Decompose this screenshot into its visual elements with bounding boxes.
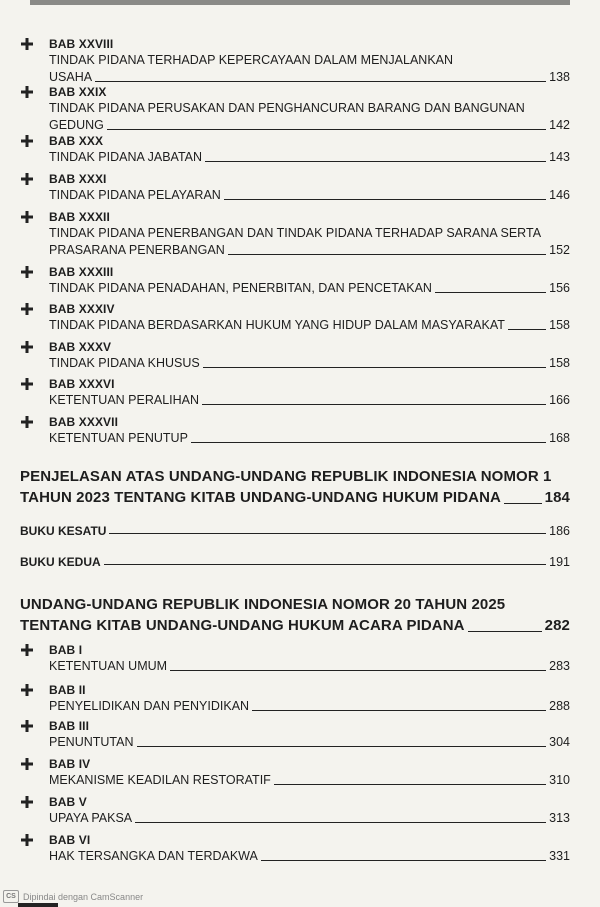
toc-entry <box>20 414 570 447</box>
bab-number: BAB II <box>49 683 86 697</box>
book-entry-kesatu <box>20 524 570 538</box>
cross-bullet-icon <box>20 719 34 733</box>
toc-entry <box>20 171 570 204</box>
cross-bullet-icon <box>20 134 34 148</box>
page-number: 331 <box>549 849 570 863</box>
chapter-title-text: GEDUNG <box>49 118 104 132</box>
toc-entry <box>20 642 570 675</box>
cross-bullet-icon <box>20 37 34 51</box>
chapter-title-line <box>49 658 570 675</box>
toc-entry <box>20 832 570 865</box>
bab-number: BAB XXXVII <box>49 415 119 429</box>
bab-number: BAB XXXV <box>49 340 112 354</box>
chapter-title-line <box>49 772 570 789</box>
chapter-title-text: TINDAK PIDANA PELAYARAN <box>49 188 221 202</box>
cross-bullet-icon <box>20 210 34 224</box>
camscanner-logo: CS <box>3 890 19 903</box>
bab-number: BAB XXXI <box>49 172 107 186</box>
leader-line <box>95 81 546 82</box>
page-number: 143 <box>549 150 570 164</box>
leader-line <box>137 746 547 747</box>
chapter-title-text: TINDAK PIDANA KHUSUS <box>49 356 200 370</box>
bab-header <box>20 414 570 430</box>
leader-line <box>504 503 542 504</box>
chapter-title-line <box>49 355 570 372</box>
chapter-title-line <box>49 149 570 166</box>
page-number: 288 <box>549 699 570 713</box>
bab-number: BAB I <box>49 643 83 657</box>
chapter-title-text: PENUNTUTAN <box>49 735 134 749</box>
page-number: 146 <box>549 188 570 202</box>
chapter-title-text: PRASARANA PENERBANGAN <box>49 243 225 257</box>
chapter-title-text: TINDAK PIDANA PENADAHAN, PENERBITAN, DAN PENCETAKAN <box>49 281 432 295</box>
footer-bar <box>18 903 58 907</box>
chapter-title-line <box>49 52 570 69</box>
cross-bullet-icon <box>20 683 34 697</box>
penjelasan-heading <box>20 466 570 508</box>
uu-heading <box>20 594 570 636</box>
chapter-title-text: UPAYA PAKSA <box>49 811 133 825</box>
page-number: 166 <box>549 393 570 407</box>
toc-entry <box>20 794 570 827</box>
top-edge-line <box>30 0 570 5</box>
uu-line-1: UNDANG-UNDANG REPUBLIK INDONESIA NOMOR 20 TAHUN 2025 <box>20 596 506 613</box>
toc-entry <box>20 339 570 372</box>
cross-bullet-icon <box>20 265 34 279</box>
cross-bullet-icon <box>20 795 34 809</box>
bab-header <box>20 756 570 772</box>
scanner-text: Dipindai dengan CamScanner <box>23 891 144 902</box>
scanner-watermark <box>0 890 143 903</box>
bab-header <box>20 376 570 392</box>
chapter-title-line <box>49 225 570 242</box>
leader-line <box>109 533 546 534</box>
bab-header <box>20 209 570 225</box>
bab-header <box>20 133 570 149</box>
leader-line <box>202 404 546 405</box>
book-page-number: 191 <box>549 555 570 569</box>
leader-line <box>468 631 542 632</box>
toc-entry <box>20 209 570 259</box>
chapter-title-line <box>49 392 570 409</box>
cross-bullet-icon <box>20 302 34 316</box>
leader-line <box>224 199 546 200</box>
cross-bullet-icon <box>20 415 34 429</box>
bab-header <box>20 642 570 658</box>
chapter-title-text: MEKANISME KEADILAN RESTORATIF <box>49 773 271 787</box>
bab-number: BAB III <box>49 719 90 733</box>
chapter-title-text: KETENTUAN PENUTUP <box>49 431 188 445</box>
chapter-title-text: PENYELIDIKAN DAN PENYIDIKAN <box>49 699 250 713</box>
leader-line <box>170 670 546 671</box>
toc-entry <box>20 264 570 297</box>
leader-line <box>205 161 546 162</box>
chapter-title-line <box>49 100 570 117</box>
bab-header <box>20 264 570 280</box>
page-number: 138 <box>549 70 570 84</box>
cross-bullet-icon <box>20 377 34 391</box>
penjelasan-page-number: 184 <box>544 489 570 506</box>
uu-page-number: 282 <box>544 617 570 634</box>
page-number: 168 <box>549 431 570 445</box>
cross-bullet-icon <box>20 340 34 354</box>
cross-bullet-icon <box>20 643 34 657</box>
penjelasan-line-2: TAHUN 2023 TENTANG KITAB UNDANG-UNDANG HUKUM PIDANA <box>20 489 501 506</box>
leader-line <box>228 254 546 255</box>
leader-line <box>252 710 546 711</box>
leader-line <box>135 822 546 823</box>
chapter-title-line <box>49 317 570 334</box>
bab-header <box>20 794 570 810</box>
chapter-title-text: TINDAK PIDANA TERHADAP KEPERCAYAAN DALAM MENJALANKAN <box>49 53 454 67</box>
bab-number: BAB XXXII <box>49 210 110 224</box>
book-entry-kedua <box>20 555 570 569</box>
cross-bullet-icon <box>20 757 34 771</box>
bab-header <box>20 682 570 698</box>
chapter-title-line <box>49 242 570 259</box>
toc-entry <box>20 301 570 334</box>
bab-header <box>20 301 570 317</box>
bab-header <box>20 832 570 848</box>
leader-line <box>435 292 546 293</box>
toc-entry <box>20 133 570 166</box>
bab-number: BAB XXXIV <box>49 302 115 316</box>
bab-header <box>20 36 570 52</box>
bab-number: BAB XXXIII <box>49 265 114 279</box>
toc-entry <box>20 682 570 715</box>
book-label: BUKU KEDUA <box>20 555 101 569</box>
cross-bullet-icon <box>20 172 34 186</box>
bab-number: BAB XXIX <box>49 85 107 99</box>
bab-header <box>20 718 570 734</box>
chapter-title-line <box>49 734 570 751</box>
leader-line <box>104 564 546 565</box>
chapter-title-text: KETENTUAN PERALIHAN <box>49 393 200 407</box>
chapter-title-line <box>49 117 570 134</box>
chapter-title-text: USAHA <box>49 70 93 84</box>
chapter-title-text: TINDAK PIDANA BERDASARKAN HUKUM YANG HIDUP DALAM MASYARAKAT <box>49 318 505 332</box>
page-number: 304 <box>549 735 570 749</box>
leader-line <box>191 442 546 443</box>
page-number: 158 <box>549 356 570 370</box>
cross-bullet-icon <box>20 85 34 99</box>
leader-line <box>274 784 546 785</box>
page-number: 313 <box>549 811 570 825</box>
page-number: 158 <box>549 318 570 332</box>
leader-line <box>508 329 546 330</box>
chapter-title-text: HAK TERSANGKA DAN TERDAKWA <box>49 849 258 863</box>
page-number: 283 <box>549 659 570 673</box>
cross-bullet-icon <box>20 833 34 847</box>
chapter-title-text: KETENTUAN UMUM <box>49 659 168 673</box>
toc-entry <box>20 84 570 134</box>
chapter-title-line <box>49 187 570 204</box>
page-number: 142 <box>549 118 570 132</box>
chapter-title-line <box>49 430 570 447</box>
toc-entry <box>20 376 570 409</box>
chapter-title-text: TINDAK PIDANA JABATAN <box>49 150 203 164</box>
bab-header <box>20 84 570 100</box>
page-number: 310 <box>549 773 570 787</box>
chapter-title-line <box>49 698 570 715</box>
bab-number: BAB VI <box>49 833 91 847</box>
toc-entry <box>20 36 570 86</box>
page-number: 156 <box>549 281 570 295</box>
toc-entry <box>20 718 570 751</box>
bab-number: BAB V <box>49 795 87 809</box>
bab-number: BAB XXVIII <box>49 37 114 51</box>
bab-number: BAB IV <box>49 757 91 771</box>
chapter-title-text: TINDAK PIDANA PERUSAKAN DAN PENGHANCURAN BARANG DAN BANGUNAN <box>49 101 525 115</box>
chapter-title-line <box>49 280 570 297</box>
chapter-title-text: TINDAK PIDANA PENERBANGAN DAN TINDAK PIDANA TERHADAP SARANA SERTA <box>49 226 542 240</box>
bab-header <box>20 339 570 355</box>
book-page-number: 186 <box>549 524 570 538</box>
book-label: BUKU KESATU <box>20 524 107 538</box>
bab-number: BAB XXX <box>49 134 104 148</box>
bab-header <box>20 171 570 187</box>
uu-line-2: TENTANG KITAB UNDANG-UNDANG HUKUM ACARA PIDANA <box>20 617 465 634</box>
chapter-title-line <box>49 810 570 827</box>
leader-line <box>203 367 546 368</box>
bab-number: BAB XXXVI <box>49 377 115 391</box>
leader-line <box>107 129 546 130</box>
penjelasan-line-1: PENJELASAN ATAS UNDANG-UNDANG REPUBLIK INDONESIA NOMOR 1 <box>20 468 552 485</box>
leader-line <box>261 860 546 861</box>
page-number: 152 <box>549 243 570 257</box>
toc-entry <box>20 756 570 789</box>
chapter-title-line <box>49 848 570 865</box>
